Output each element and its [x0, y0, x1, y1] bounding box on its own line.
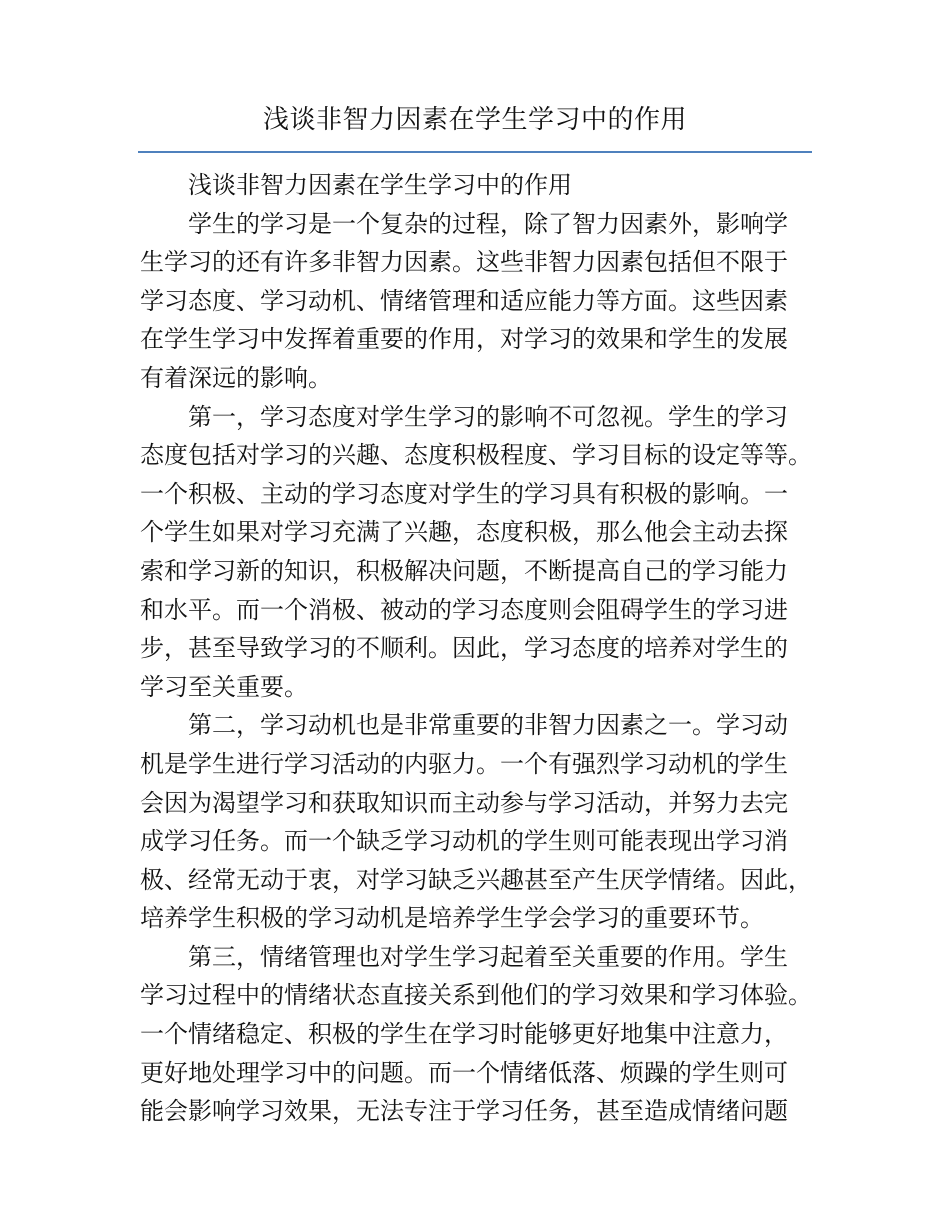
paragraph-intro	[140, 205, 814, 398]
text-line: 和水平。而一个消极、被动的学习态度则会阻碍学生的学习进	[140, 595, 788, 624]
text-line: 成学习任务。而一个缺乏学习动机的学生则可能表现出学习消	[140, 827, 788, 856]
text-line: 第一，学习态度对学生学习的影响不可忽视。学生的学习	[188, 402, 788, 431]
text-line: 会因为渴望学习和获取知识而主动参与学习活动，并努力去完	[140, 788, 788, 817]
text-line: 有着深远的影响。	[140, 363, 332, 392]
text-line: 步，甚至导致学习的不顺利。因此，学习态度的培养对学生的	[140, 634, 788, 663]
paragraph-attitude	[140, 398, 814, 707]
text-line: 学生的学习是一个复杂的过程，除了智力因素外，影响学	[188, 209, 788, 238]
text-line: 索和学习新的知识，积极解决问题，不断提高自己的学习能力	[140, 556, 788, 585]
document-body	[140, 166, 814, 1131]
paragraph-motivation	[140, 706, 814, 938]
text-line: 培养学生积极的学习动机是培养学生学会学习的重要环节。	[140, 904, 764, 933]
text-line: 学习态度、学习动机、情绪管理和适应能力等方面。这些因素	[140, 286, 788, 315]
text-line: 学习至关重要。	[140, 672, 308, 701]
text-line: 学习过程中的情绪状态直接关系到他们的学习效果和学习体验。	[140, 981, 812, 1010]
text-line: 机是学生进行学习活动的内驱力。一个有强烈学习动机的学生	[140, 749, 788, 778]
text-line: 更好地处理学习中的问题。而一个情绪低落、烦躁的学生则可	[140, 1058, 788, 1087]
title-underline	[138, 151, 812, 153]
text-line: 在学生学习中发挥着重要的作用，对学习的效果和学生的发展	[140, 325, 788, 354]
text-line: 一个情绪稳定、积极的学生在学习时能够更好地集中注意力，	[140, 1020, 788, 1049]
text-line: 个学生如果对学习充满了兴趣，态度积极，那么他会主动去探	[140, 518, 788, 547]
paragraph-heading	[140, 166, 814, 205]
text-line: 态度包括对学习的兴趣、态度积极程度、学习目标的设定等等。	[140, 441, 812, 470]
paragraph-emotion	[140, 938, 814, 1131]
text-line: 第二，学习动机也是非常重要的非智力因素之一。学习动	[188, 711, 788, 740]
text-line: 浅谈非智力因素在学生学习中的作用	[188, 171, 572, 199]
document-title: 浅谈非智力因素在学生学习中的作用	[262, 105, 687, 135]
text-line: 生学习的还有许多非智力因素。这些非智力因素包括但不限于	[140, 248, 788, 277]
text-line: 第三，情绪管理也对学生学习起着至关重要的作用。学生	[188, 942, 788, 971]
text-line: 能会影响学习效果，无法专注于学习任务，甚至造成情绪问题	[140, 1097, 788, 1126]
text-line: 极、经常无动于衷，对学习缺乏兴趣甚至产生厌学情绪。因此，	[140, 865, 812, 894]
text-line: 一个积极、主动的学习态度对学生的学习具有积极的影响。一	[140, 479, 788, 508]
